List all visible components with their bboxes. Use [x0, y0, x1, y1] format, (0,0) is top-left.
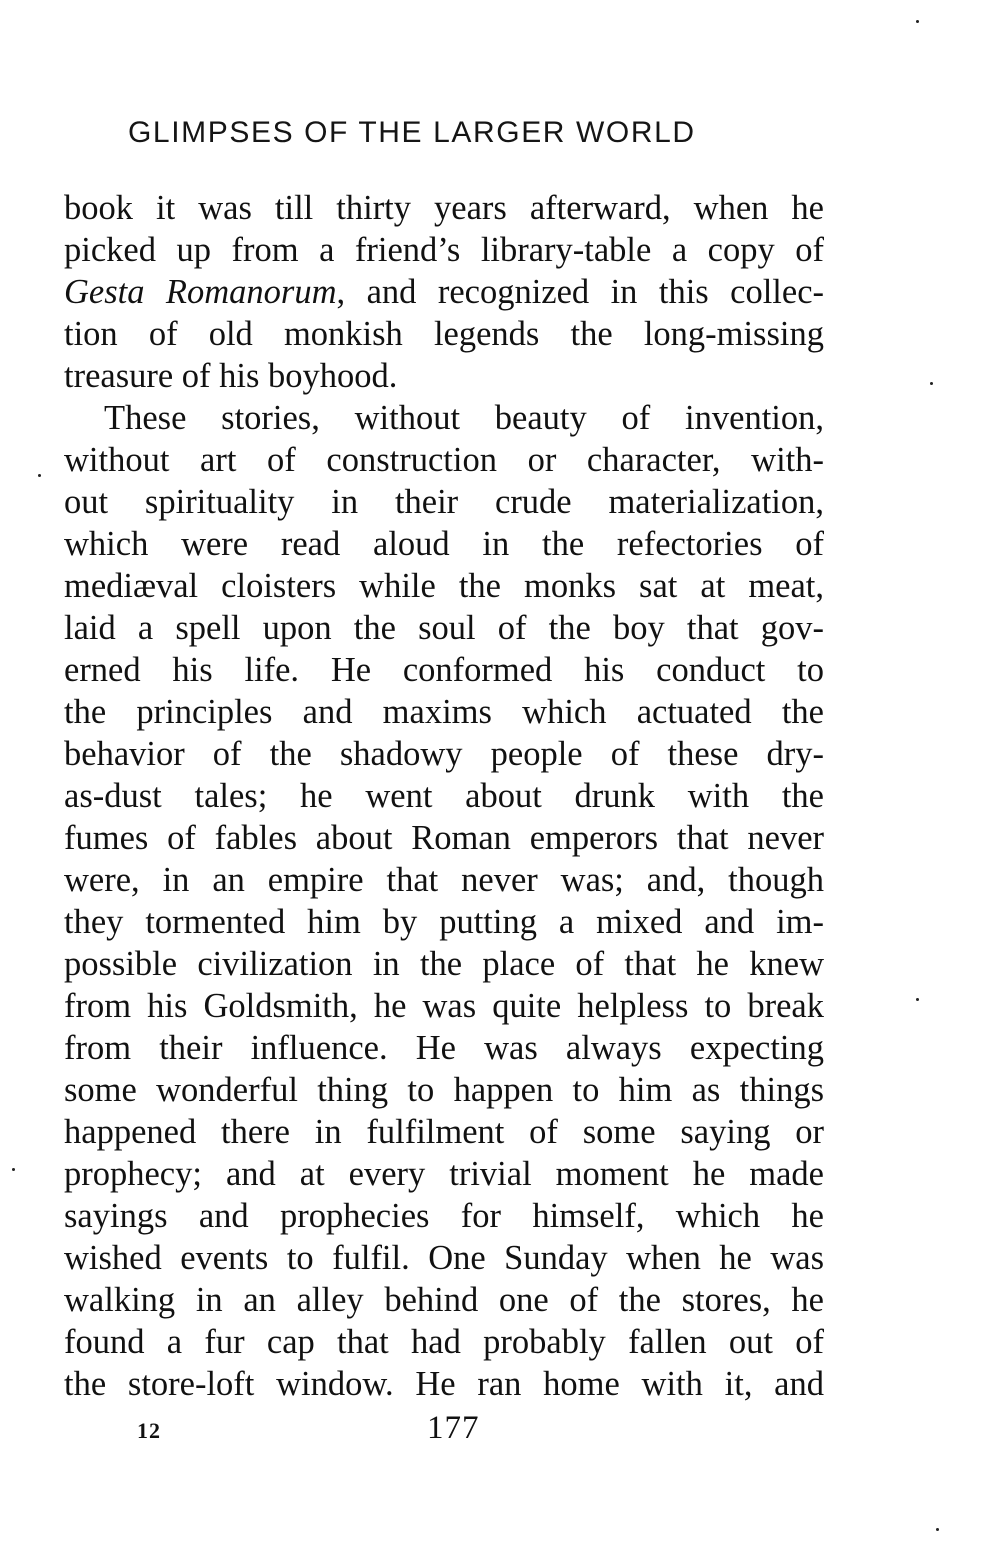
signature-mark: 12 [137, 1418, 161, 1443]
text-line: mediæval cloisters while the monks sat at meat, [64, 567, 824, 605]
text-line: erned his life. He conformed his conduct to [64, 651, 824, 689]
text-line: from his Goldsmith, he was quite helpless to break [64, 987, 824, 1025]
text-line: prophecy; and at every trivial moment he made [64, 1155, 824, 1193]
text-line: were, in an empire that never was; and, though [64, 861, 824, 899]
text-line: These stories, without beauty of invention, [104, 399, 824, 437]
scan-speck [12, 1168, 15, 1171]
text-line: out spirituality in their crude materialization, [64, 483, 824, 521]
book-title: Gesta Romanorum [64, 273, 337, 311]
text-line: sayings and prophecies for himself, which he [64, 1197, 824, 1235]
text-line: possible civilization in the place of that he knew [64, 945, 824, 983]
page-number: 177 [427, 1410, 480, 1446]
body-text [64, 187, 824, 1405]
text-line: book it was till thirty years afterward, when he [64, 189, 824, 227]
text-line: treasure of his boyhood. [64, 357, 398, 395]
text-line-italic-title [64, 271, 824, 313]
text-line: happened there in fulfilment of some saying or [64, 1113, 824, 1151]
text-line: they tormented him by putting a mixed and im- [64, 903, 824, 941]
text-line: tion of old monkish legends the long-missing [64, 315, 824, 353]
text-line: without art of construction or character, with- [64, 441, 824, 479]
text-line: which were read aloud in the refectories of [64, 525, 824, 563]
scan-speck [38, 474, 41, 477]
text-line: some wonderful thing to happen to him as things [64, 1071, 824, 1109]
text-line: walking in an alley behind one of the stores, he [64, 1281, 824, 1319]
text-line: fumes of fables about Roman emperors that never [64, 819, 824, 857]
text-line: as-dust tales; he went about drunk with the [64, 777, 824, 815]
text-line: the store-loft window. He ran home with it, and [64, 1365, 824, 1403]
scan-speck [916, 20, 919, 23]
scan-speck [916, 998, 919, 1001]
text-line: picked up from a friend’s library-table a copy of [64, 231, 824, 269]
scan-speck [930, 382, 933, 385]
text-line: from their influence. He was always expecting [64, 1029, 824, 1067]
running-head: GLIMPSES OF THE LARGER WORLD [128, 116, 696, 149]
text-line: found a fur cap that had probably fallen out of [64, 1323, 824, 1361]
text-line: laid a spell upon the soul of the boy that gov- [64, 609, 824, 647]
text-line-remainder: , and recognized in this collec- [336, 273, 824, 311]
text-line: behavior of the shadowy people of these dry- [64, 735, 824, 773]
scan-speck [936, 1528, 939, 1531]
text-line: wished events to fulfil. One Sunday when he was [64, 1239, 824, 1277]
text-line: the principles and maxims which actuated the [64, 693, 824, 731]
